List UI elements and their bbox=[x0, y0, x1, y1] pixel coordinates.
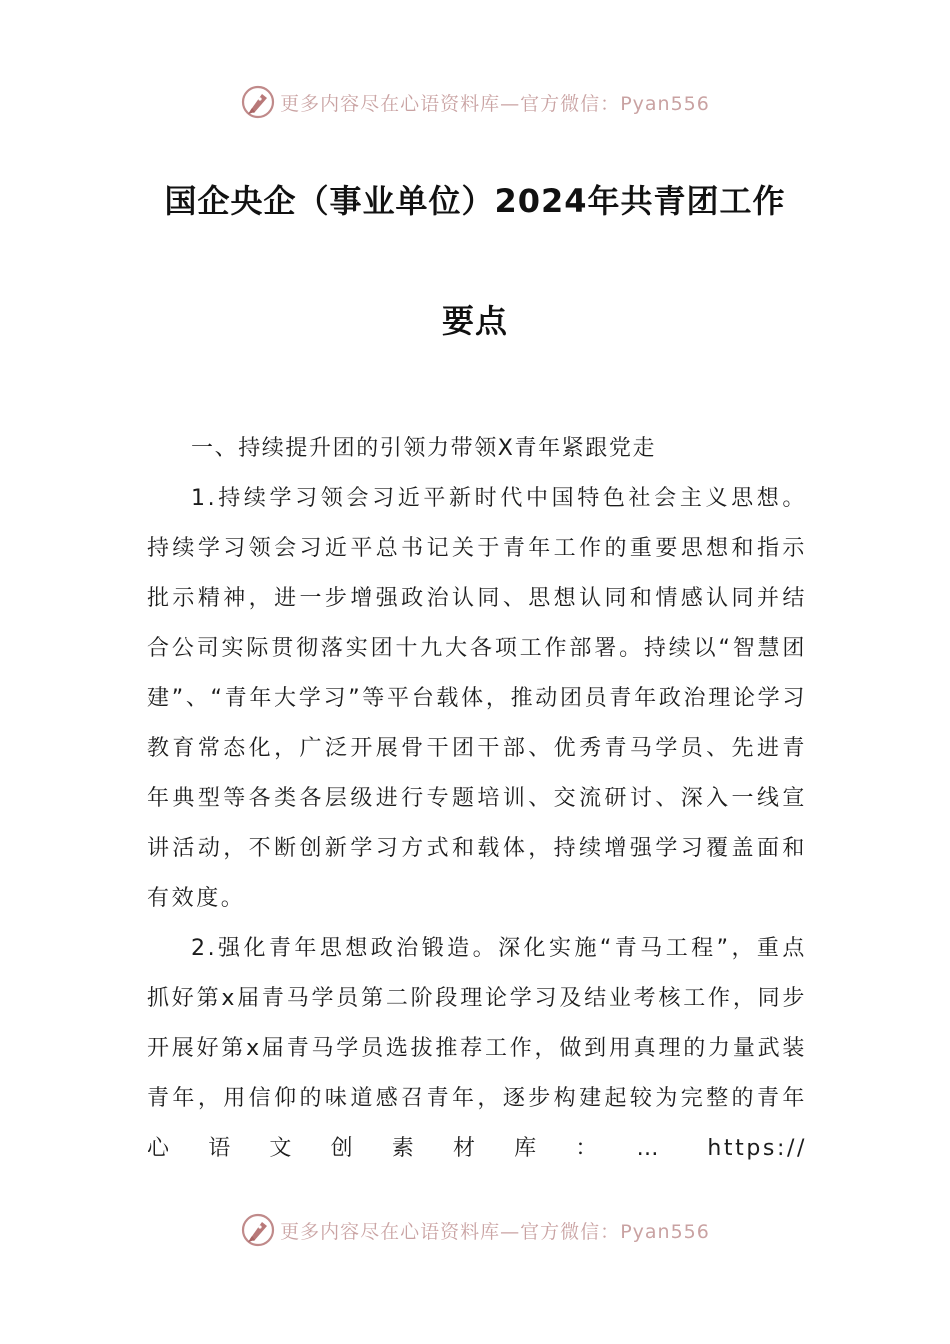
header-watermark bbox=[0, 82, 950, 122]
paragraph-1: 1.持续学习领会习近平新时代中国特色社会主义思想。持续学习领会习近平总书记关于青年工作的重要思想和指示批示精神，进一步增强政治认同、思想认同和情感认同并结合公司实际贯彻落实团十九大各项工作部署。持续以“智慧团建”、“青年大学习”等平台载体，推动团员青年政治理论学习教育常态化，广泛开展骨干团干部、优秀青马学员、先进青年典型等各类各层级进行专题培训、交流研讨、深入一线宣讲活动，不断创新学习方式和载体，持续增强学习覆盖面和有效度。 bbox=[147, 486, 807, 911]
watermark-brand: 更多内容尽在心语资料库 bbox=[280, 92, 501, 115]
watermark-wechat-id: Pyan556 bbox=[620, 1220, 710, 1243]
watermark-wechat-label: 官方微信： bbox=[520, 92, 621, 115]
footer-watermark bbox=[0, 1210, 950, 1250]
paragraph-2: 2.强化青年思想政治锻造。深化实施“青马工程”，重点抓好第x届青马学员第二阶段理论学习及结业考核工作，同步开展好第x届青马学员选拔推荐工作，做到用真理的力量武装青年，用信仰的味道感召青年，逐步构建起较为完整的青年心语文创素材库：… https:// bbox=[147, 936, 807, 1161]
document-body bbox=[147, 424, 807, 1174]
watermark-wechat-label: 官方微信： bbox=[520, 1220, 621, 1243]
section-heading: 一、持续提升团的引领力带领X青年紧跟党走 bbox=[191, 436, 657, 461]
document-title-line1: 国企央企（事业单位）2024年共青团工作 bbox=[164, 182, 786, 220]
watermark-separator: — bbox=[500, 1220, 521, 1243]
watermark-text bbox=[280, 89, 710, 116]
pen-nib-icon bbox=[240, 1212, 276, 1248]
pen-nib-icon bbox=[240, 84, 276, 120]
watermark-separator: — bbox=[500, 92, 521, 115]
watermark-wechat-id: Pyan556 bbox=[620, 92, 710, 115]
watermark-text bbox=[280, 1217, 710, 1244]
document-title-line2: 要点 bbox=[441, 302, 508, 340]
watermark-brand: 更多内容尽在心语资料库 bbox=[280, 1220, 501, 1243]
